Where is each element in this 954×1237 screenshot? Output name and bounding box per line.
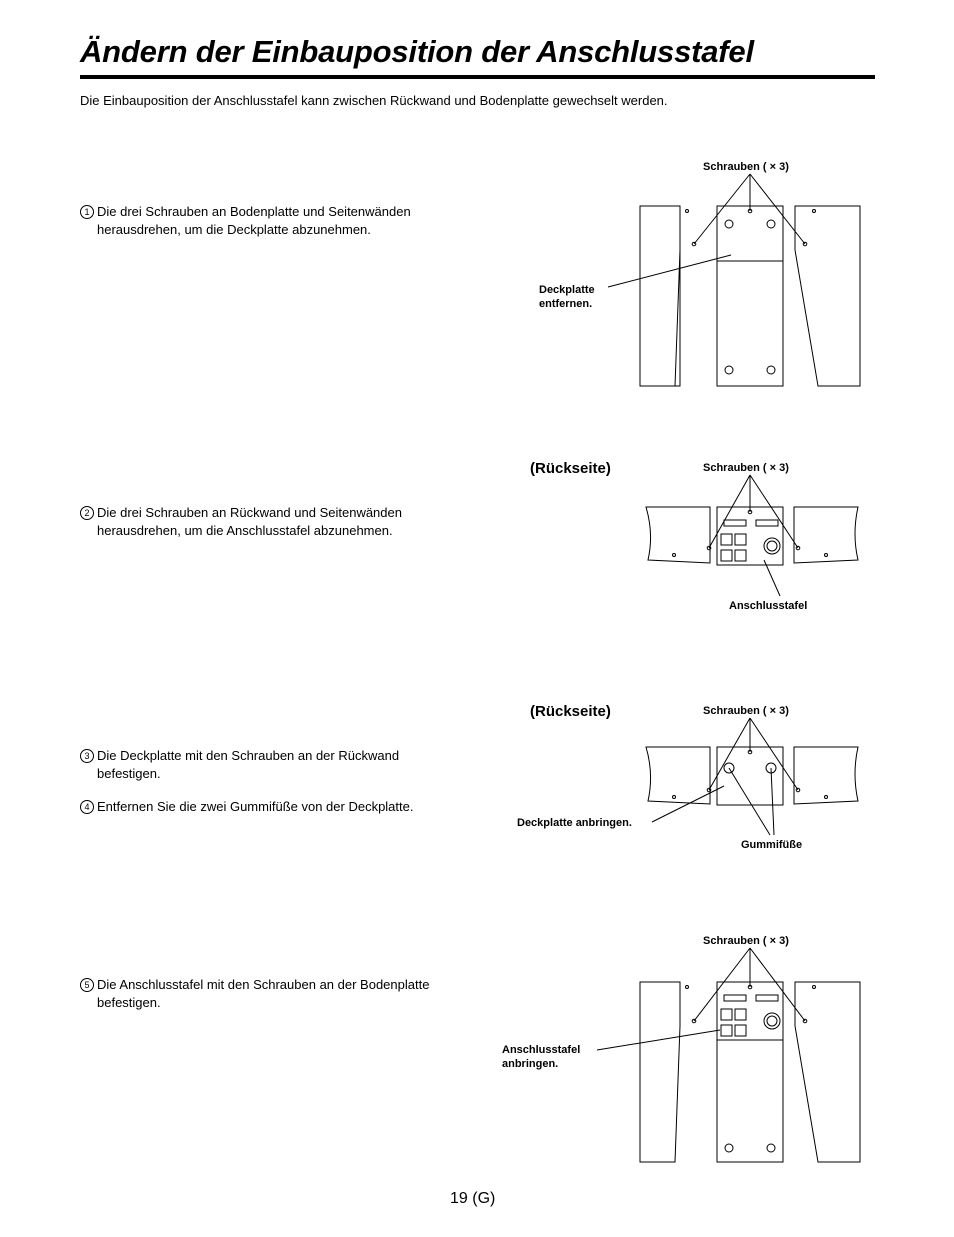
step-number-circle: 4 (80, 800, 94, 814)
step-number-circle: 2 (80, 506, 94, 520)
fig4-drawing (597, 948, 860, 1162)
step-number-circle: 5 (80, 978, 94, 992)
page-number: 19 (G) (450, 1190, 496, 1207)
step-text: Die Deckplatte mit den Schrauben an der Rückwand befestigen. (97, 748, 400, 781)
fig2-screws-label: Schrauben ( × 3) (703, 462, 789, 474)
step-text: Die drei Schrauben an Bodenplatte und Seitenwänden herausdrehen, um die Deckplatte abzunehmen. (97, 204, 411, 237)
fig1-screws-label: Schrauben ( × 3) (703, 161, 789, 173)
step-text: Die drei Schrauben an Rückwand und Seitenwänden herausdrehen, um die Anschlusstafel abzunehmen. (97, 505, 402, 538)
fig3-feet-label: Gummifüße (741, 839, 803, 851)
step-text: Entfernen Sie die zwei Gummifüße von der Deckplatte. (97, 799, 414, 814)
fig2-callout: Anschlusstafel (729, 600, 808, 612)
fig1-drawing (608, 174, 860, 386)
fig2-view-heading: (Rückseite) (530, 460, 611, 477)
fig1-callout: Deckplatte entfernen. (539, 284, 595, 310)
page-title: Ändern der Einbauposition der Anschlusstafel (80, 34, 754, 69)
fig3-view-heading: (Rückseite) (530, 703, 611, 720)
fig3-screws-label: Schrauben ( × 3) (703, 705, 789, 717)
fig3-drawing (646, 718, 858, 835)
fig3-callout: Deckplatte anbringen. (517, 817, 632, 829)
fig4-callout: Anschlusstafel anbringen. (502, 1044, 581, 1070)
fig2-drawing (646, 475, 858, 596)
intro-text: Die Einbauposition der Anschlusstafel kann zwischen Rückwand und Bodenplatte gewechselt werden. (80, 93, 668, 108)
step-number-circle: 1 (80, 205, 94, 219)
step-number-circle: 3 (80, 749, 94, 763)
fig4-screws-label: Schrauben ( × 3) (703, 935, 789, 947)
step-text: Die Anschlusstafel mit den Schrauben an der Bodenplatte befestigen. (97, 977, 430, 1010)
